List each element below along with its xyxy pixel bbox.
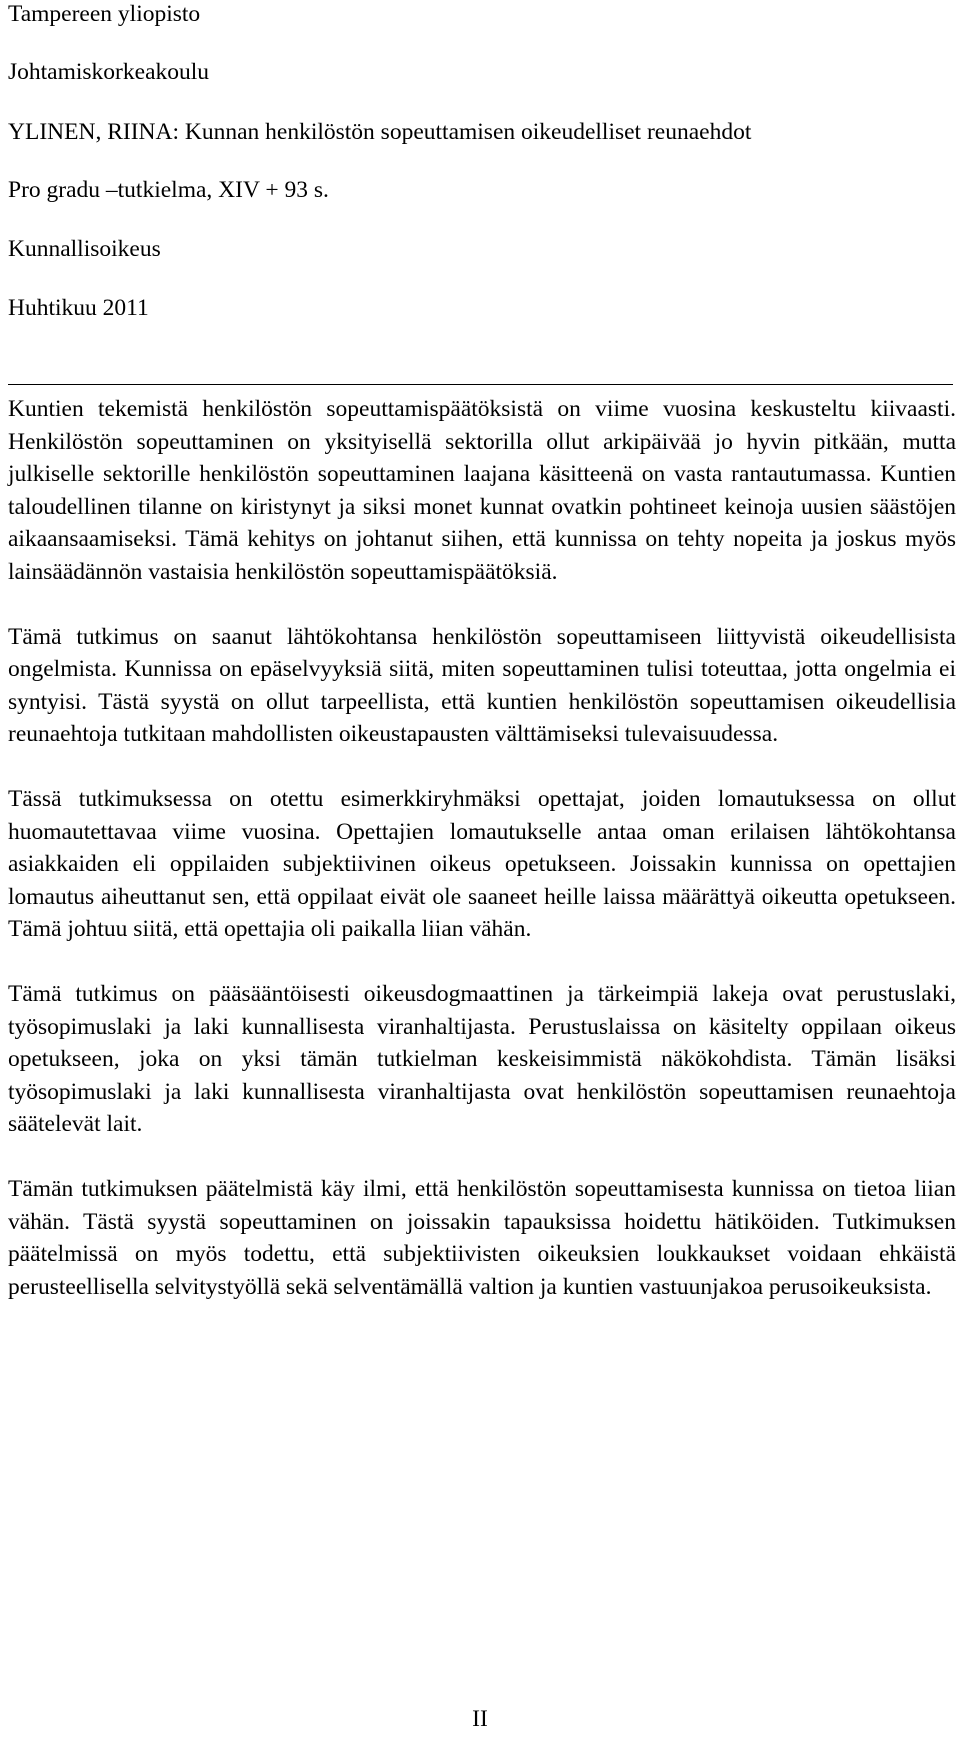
university-name: Tampereen yliopisto [8, 1, 201, 27]
thesis-type: Pro gradu –tutkielma, XIV + 93 s. [8, 177, 329, 203]
abstract-paragraph: Tämä tutkimus on saanut lähtökohtansa henkilöstön sopeuttamiseen liittyvistä oikeudellisista ongelmista. Kunnissa on epäselvyyksiä siitä, miten sopeuttaminen tulisi toteuttaa, jotta ongelmia ei syntyisi. Tästä syystä on ollut tarpeellista, että kuntien henkilöstön sopeuttamisen oikeudellisia reunaehtoja tutkitaan mahdollisten oikeustapausten välttämiseksi tulevaisuudessa. [8, 623, 956, 747]
abstract-body [8, 393, 956, 1336]
abstract-paragraph: Kuntien tekemistä henkilöstön sopeuttamispäätöksistä on viime vuosina keskusteltu kiivaasti. Henkilöstön sopeuttaminen on yksityisellä sektorilla ollut arkipäivää jo hyvin pitkään, mutta julkiselle sektorille henkilöstön sopeuttaminen laajana käsitteenä on vasta rantautumassa. Kuntien taloudellinen tilanne on kiristynyt ja siksi monet kunnat ovatkin pohtineet keinoja uusien säästöjen aikaansaamiseksi. Tämä kehitys on johtanut siihen, että kunnissa on tehty nopeita ja joskus myös lainsäädännön vastaisia henkilöstön sopeuttamispäätöksiä. [8, 396, 956, 585]
subject-area: Kunnallisoikeus [8, 236, 161, 262]
abstract-paragraph: Tässä tutkimuksessa on otettu esimerkkiryhmäksi opettajat, joiden lomautuksessa on ollut huomautettavaa viime vuosina. Opettajien lomautukselle antaa oman erilaisen lähtökohtansa asiakkaiden eli oppilaiden subjektiivinen oikeus opetukseen. Joissakin kunnissa on opettajien lomautus aiheuttanut sen, että oppilaat eivät ole saaneet heille laissa määrättyä oikeutta opetukseen. Tämä johtuu siitä, että opettajia oli paikalla liian vähän. [8, 786, 956, 942]
thesis-date: Huhtikuu 2011 [8, 295, 149, 321]
abstract-paragraph: Tämän tutkimuksen päätelmistä käy ilmi, että henkilöstön sopeuttamisesta kunnissa on tietoa liian vähän. Tästä syystä sopeuttaminen on joissakin tapauksissa hoidettu hätiköiden. Tutkimuksen päätelmissä on myös todettu, että subjektiivisten oikeuksien loukkaukset voidaan ehkäistä perusteellisella selvitystyöllä sekä selventämällä valtion ja kuntien vastuunjakoa perusoikeuksista. [8, 1176, 956, 1300]
author-and-title: YLINEN, RIINA: Kunnan henkilöstön sopeuttamisen oikeudelliset reunaehdot [8, 119, 752, 145]
page-number: II [472, 1706, 488, 1732]
school-name: Johtamiskorkeakoulu [8, 59, 210, 85]
header-divider [8, 384, 953, 385]
abstract-paragraph: Tämä tutkimus on pääsääntöisesti oikeusdogmaattinen ja tärkeimpiä lakeja ovat perustuslaki, työsopimuslaki ja laki kunnallisesta viranhaltijasta. Perustuslaissa on käsitelty oppilaan oikeus opetukseen, joka on yksi tämän tutkielman keskeisimmistä näkökohdista. Tämän lisäksi työsopimuslaki ja laki kunnallisesta viranhaltijasta ovat henkilöstön sopeuttamisen reunaehtoja säätelevät lait. [8, 981, 956, 1137]
